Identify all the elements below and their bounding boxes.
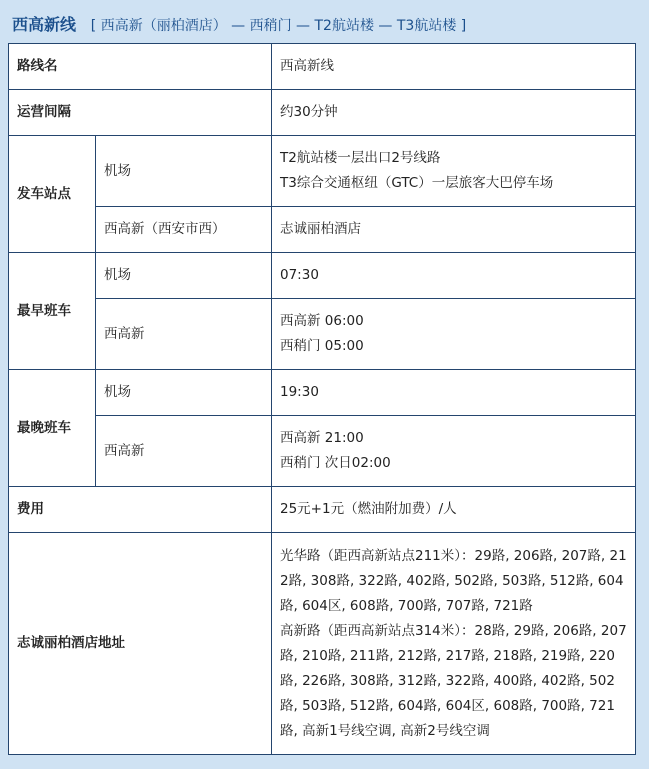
table-row	[9, 44, 636, 90]
latest-airport-value: 19:30	[272, 370, 636, 416]
interval-value: 约30分钟	[272, 90, 636, 136]
route-name-value: 西高新线	[272, 44, 636, 90]
earliest-xigaoxin-line-2: 西稍门 05:00	[280, 338, 364, 354]
table-row	[9, 207, 636, 253]
departure-airport-line-1: T2航站楼一层出口2号线路	[280, 150, 441, 166]
fee-value: 25元+1元（燃油附加费）/人	[272, 487, 636, 533]
page-header	[0, 0, 649, 44]
departure-airport-value	[272, 136, 636, 207]
row-label-interval: 运营间隔	[9, 90, 272, 136]
address-gaoxin-road: 高新路（距西高新站点314米）：28路, 29路, 206路, 207路, 210路, 211路, 212路, 217路, 218路, 219路, 220路, 226路, 308路, 312路, 322路, 400路, 402路, 502路, 503路, 512路, 604路, 604区, 608路, 700路, 721路, 高新1号线空调, 高新2号线空调	[280, 622, 627, 739]
row-label-earliest: 最早班车	[9, 253, 96, 370]
row-label-departure: 发车站点	[9, 136, 96, 253]
latest-xigaoxin-value	[272, 416, 636, 487]
table-row	[9, 370, 636, 416]
table-row	[9, 299, 636, 370]
latest-xigaoxin-label: 西高新	[96, 416, 272, 487]
earliest-airport-label: 机场	[96, 253, 272, 299]
earliest-xigaoxin-line-1: 西高新 06:00	[280, 313, 364, 329]
earliest-airport-value: 07:30	[272, 253, 636, 299]
table-row	[9, 416, 636, 487]
route-summary: [ 西高新（丽柏酒店） — 西稍门 — T2航站楼 — T3航站楼 ]	[90, 18, 467, 34]
table-row	[9, 136, 636, 207]
departure-xigaoxin-label: 西高新（西安市西）	[96, 207, 272, 253]
earliest-xigaoxin-value	[272, 299, 636, 370]
line-title: 西高新线	[12, 15, 77, 34]
row-label-address: 志诚丽柏酒店地址	[9, 533, 272, 755]
row-label-latest: 最晚班车	[9, 370, 96, 487]
table-row	[9, 533, 636, 755]
latest-xigaoxin-line-1: 西高新 21:00	[280, 430, 364, 446]
table-row	[9, 487, 636, 533]
latest-xigaoxin-line-2: 西稍门 次日02:00	[280, 455, 391, 471]
departure-xigaoxin-value: 志诚丽柏酒店	[272, 207, 636, 253]
table-row	[9, 90, 636, 136]
address-value	[272, 533, 636, 755]
departure-airport-line-2: T3综合交通枢纽（GTC）一层旅客大巴停车场	[280, 175, 554, 191]
departure-airport-label: 机场	[96, 136, 272, 207]
latest-airport-label: 机场	[96, 370, 272, 416]
row-label-route-name: 路线名	[9, 44, 272, 90]
earliest-xigaoxin-label: 西高新	[96, 299, 272, 370]
schedule-table	[8, 43, 636, 755]
table-row	[9, 253, 636, 299]
address-guanghua-road: 光华路（距西高新站点211米）：29路, 206路, 207路, 212路, 308路, 322路, 402路, 502路, 503路, 512路, 604路, 604区, 608路, 700路, 707路, 721路	[280, 547, 627, 614]
row-label-fee: 费用	[9, 487, 272, 533]
